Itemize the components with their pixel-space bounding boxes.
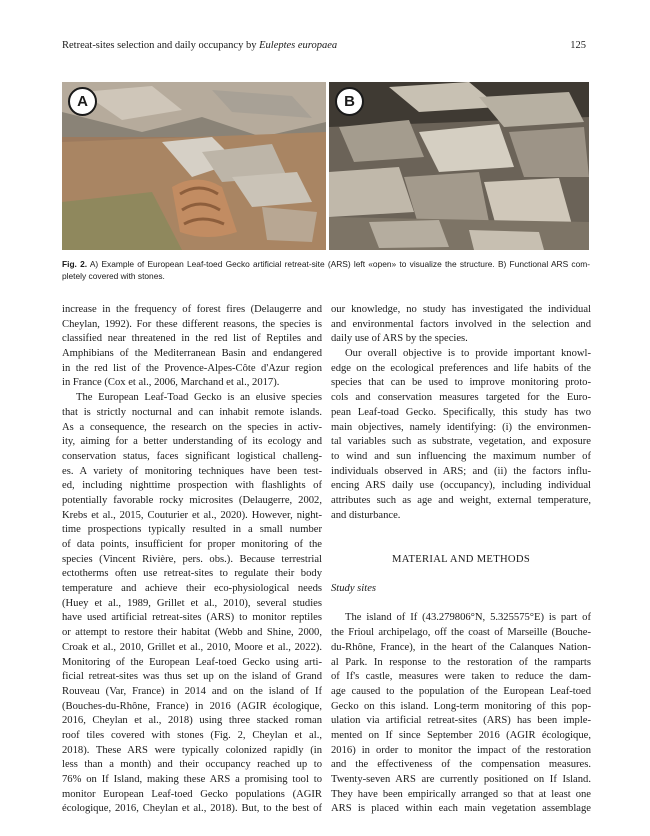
text-line: Croak et al., 2010, Grillet et al., 2010, Moore et al., 2022). (62, 641, 322, 653)
text-line: of If's castle, measures were taken to reduce the dam- (331, 671, 591, 683)
caption-prefix: Fig. 2. (62, 259, 88, 269)
photo-a-illustration (62, 82, 326, 250)
figure-photo-a (62, 82, 326, 250)
text-line: conservation status, faces significant logistical challeng- (62, 450, 322, 462)
text-line: écologique, 2016, Cheylan et al., 2018). But, to the best of (62, 803, 322, 815)
text-line: ficial retreat-sites was thus set up on the island of Grand (62, 671, 322, 683)
text-line: have used artificial retreat-sites (ARS) to monitor reptiles (62, 612, 322, 624)
left-column (62, 303, 322, 817)
text-line: roof tiles covered with stones (Fig. 2, Cheylan et al., (62, 729, 322, 741)
running-title-species: Euleptes europaea (259, 40, 338, 51)
text-line: potentially favorable rocky microsites (Delaugerre, 2002, (62, 494, 322, 506)
figure-photo-b (329, 82, 589, 250)
running-title-text: Retreat-sites selection and daily occupancy by (62, 40, 260, 51)
right-column (331, 303, 591, 817)
text-line: less than a month) and their occupancy reached up to (62, 759, 322, 771)
caption-line: pletely covered with stones. (62, 271, 165, 281)
text-line: 2016, Cheylan et al., 2018) using three stacked roman (62, 715, 322, 727)
photo-b-illustration (329, 82, 589, 250)
text-line: ulation via artificial retreat-sites (ARS) has been imple- (331, 715, 591, 727)
text-line: time prospections typically resulted in a small number (62, 524, 322, 536)
text-line: Gecko on this island. Long-term monitoring of this pop- (331, 700, 591, 712)
panel-label-a: A (68, 87, 97, 116)
text-line: edge on the ecological preferences and life habits of the (331, 362, 591, 374)
text-line: species that can be used to improve monitoring proto- (331, 377, 591, 389)
text-line: age caused to the population of the European Leaf-toed (331, 685, 591, 697)
text-line: that is strictly nocturnal and can inhabit remote islands. (62, 406, 322, 418)
text-line: monitor European Leaf-toed Gecko populations (AGIR (62, 788, 322, 800)
text-line: temperature and achieve their eco-physiological needs (62, 583, 322, 595)
text-line: the Frioul archipelago, off the coast of Marseille (Bouche- (331, 627, 591, 639)
text-line: ity, aiming for a better understanding of its ecology and (62, 436, 322, 448)
text-line: es. A variety of monitoring techniques have been test- (62, 465, 322, 477)
text-line: Krebs et al., 2015, Couturier et al., 2020). However, night- (62, 509, 322, 521)
text-line: The European Leaf-Toad Gecko is an elusive species (76, 392, 322, 404)
text-line: attributes such as age and weight, external temperature, (331, 494, 591, 506)
figure-caption (62, 258, 590, 282)
text-line: 2016) in order to monitor the impact of the restoration (331, 744, 591, 756)
text-line: individuals observed in ARS; and (ii) the factors influ- (331, 465, 591, 477)
text-line: daily use of ARS by the species. (331, 333, 468, 345)
caption-text: A) Example of European Leaf-toed Gecko artificial retreat-site (ARS) left «open» to visualize the structure. B) Functional ARS com- (87, 259, 590, 269)
text-line: classified near threatened in the red list of Reptiles and (62, 333, 322, 345)
text-line: cols and conservation measures targeted for the Euro- (331, 392, 591, 404)
text-line: pean Leaf-toad Gecko. Specifically, this study has two (331, 406, 591, 418)
text-line: to wind and sun influencing the maximum number of (331, 450, 591, 462)
caption-line (62, 258, 590, 270)
text-line: Amphibians of the Mediterranean Basin and endangered (62, 348, 322, 360)
text-line: (Huey et al., 1989, Grillet et al., 2010), several studies (62, 597, 322, 609)
text-line: and environmental factors involved in the selection and (331, 318, 591, 330)
text-line: Monitoring of the European Leaf-toed Gecko using arti- (62, 656, 322, 668)
text-line: increase in the frequency of forest fires (Delaugerre and (62, 304, 322, 315)
section-heading: MATERIAL AND METHODS (391, 553, 531, 565)
text-line: and disturbance. (331, 509, 401, 521)
text-line: ARS is placed within each main vegetation assemblage (331, 803, 591, 815)
text-line: our knowledge, no study has investigated the individual (331, 304, 591, 315)
text-line: 2018). These ARS were typically colonized rapidly (in (62, 744, 322, 756)
text-line: and the effectiveness of the compensation measures. (331, 759, 591, 771)
text-line: As a consequence, the research on the species in activ- (62, 421, 322, 433)
text-line: Our overall objective is to provide important knowl- (345, 348, 591, 360)
text-line: encing ARS daily use (occupancy), including individual (331, 480, 591, 492)
text-line: tal variables such as substrate, vegetation, and exposure (331, 436, 591, 448)
text-line: of data points, insufficient for proper monitoring of the (62, 539, 322, 550)
text-line: ectotherms often use retreat-sites to regulate their body (62, 568, 322, 580)
text-line: 76% on If Island, making these ARS a promising tool to (62, 774, 322, 785)
text-line: They have been empirically arranged so that at least one (331, 788, 591, 800)
subsection-heading: Study sites (331, 583, 377, 595)
text-line: main objectives, namely identifying: (i) the environmen- (331, 421, 591, 433)
text-line: al Park. In response to the restoration of the ramparts (331, 656, 591, 668)
text-line: in France (Cox et al., 2006, Marchand et al., 2017). (62, 377, 280, 389)
text-line: in the red list of the Provence-Alpes-Côte d'Azur region (62, 362, 322, 374)
text-line: du-Rhône, France), in the heart of the Calanques Nation- (331, 641, 591, 653)
text-line: Rouveau (Var, France) in 2014 and on the island of If (62, 685, 322, 697)
text-line: mented on If since September 2016 (AGIR écologique, (331, 729, 591, 741)
running-title (62, 40, 337, 51)
text-line: Cheylan, 1992). For these different reasons, the species is (62, 318, 322, 330)
text-line: Twenty-seven ARS are currently positioned on If Island. (331, 774, 591, 785)
page-number: 125 (570, 40, 586, 51)
panel-label-b: B (335, 87, 364, 116)
text-line: species (Vincent Rivière, pers. obs.). Because terrestrial (62, 553, 322, 565)
text-line: or attempt to restore their habitat (Webb and Shine, 2000, (62, 627, 322, 639)
text-line: (Bouches-du-Rhône, France) in 2016 (AGIR écologique, (62, 700, 322, 712)
text-line: The island of If (43.279806°N, 5.325575°E) is part of (345, 612, 591, 624)
text-line: ed, including nighttime prospection with flashlights of (62, 480, 322, 492)
